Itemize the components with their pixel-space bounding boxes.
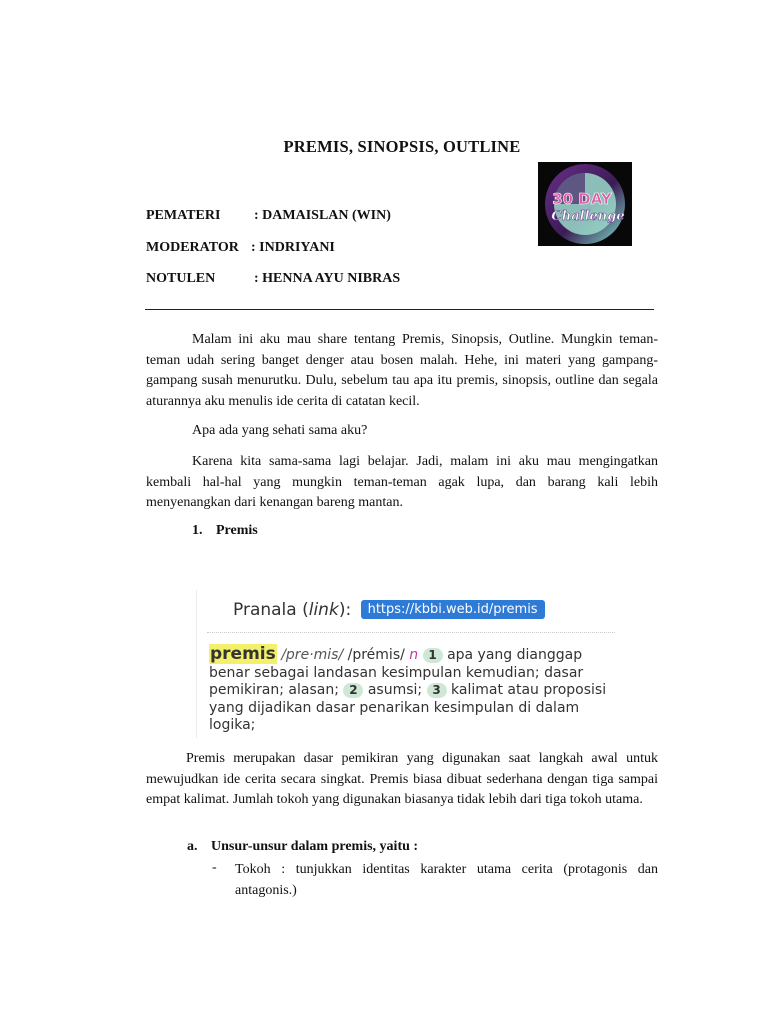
entry-word-class: n: [409, 647, 419, 663]
entry-pron-1: /pre·mis/: [281, 647, 344, 663]
entry-pron-2: /prémis/: [347, 647, 405, 663]
dotted-divider: [207, 632, 615, 633]
sense-number-2: 2: [343, 683, 363, 698]
sense-number-1: 1: [423, 648, 443, 663]
sense-number-3: 3: [427, 683, 447, 698]
pranala-italic: link: [308, 600, 339, 620]
moderator-label: MODERATOR: [146, 240, 239, 255]
challenge-logo-graphic: [538, 162, 632, 246]
logo-text-bottom: Challenge: [551, 209, 625, 224]
intro-paragraph-1: Malam ini aku mau share tentang Premis, Sinopsis, Outline. Mungkin teman-teman udah sering banget denger atau bosen malah. Hehe, ini materi yang gampang-gampang susah menurutku. Dulu, sebelum tau apa itu premis, sinopsis, outline dan segala aturannya aku menulis ide cerita di catatan kecil.: [146, 332, 658, 409]
section-title: Premis: [216, 523, 258, 538]
challenge-logo: [538, 162, 632, 246]
pranala-prefix: Pranala (: [233, 600, 309, 620]
section-number: 1.: [192, 523, 203, 538]
pemateri-label: PEMATERI: [146, 208, 221, 223]
header-divider: [145, 309, 654, 310]
sense-definition-1: apa yang dianggap benar sebagai landasan kesimpulan kemudian; dasar pemikiran; alasan;: [209, 647, 584, 698]
pranala-suffix: ):: [338, 600, 352, 620]
pemateri-value: : DAMAISLAN (WIN): [254, 208, 391, 223]
meta-notulen: [146, 271, 400, 287]
logo-text-top: 30 DAY: [552, 190, 612, 208]
subsection-letter: a.: [187, 839, 198, 854]
list-bullet: -: [212, 860, 217, 875]
meta-moderator: [146, 240, 335, 256]
kbbi-link[interactable]: https://kbbi.web.id/premis: [361, 600, 545, 619]
sense-definition-3: kalimat atau proposisi yang dijadikan dasar penarikan kesimpulan di dalam logika;: [209, 682, 607, 733]
notulen-value: : HENNA AYU NIBRAS: [254, 271, 401, 286]
premis-paragraph: Premis merupakan dasar pemikiran yang digunakan saat langkah awal untuk mewujudkan ide cerita secara singkat. Premis biasa dibuat sederhana dengan tiga sampai empat kalimat. Jumlah tokoh yang digunakan biasanya tidak lebih dari tiga tokoh utama.: [146, 751, 658, 807]
kbbi-entry: [209, 646, 609, 735]
pranala-line: [233, 600, 545, 620]
subsection-a-heading: [187, 839, 418, 855]
intro-paragraph-3: Karena kita sama-sama lagi belajar. Jadi, malam ini aku mau mengingatkan kembali hal-hal yang mungkin teman-teman agak lupa, dan barang kali lebih menyenangkan dari kenangan bareng mantan.: [146, 454, 658, 510]
moderator-value: : INDRIYANI: [251, 240, 335, 255]
intro-paragraph-2: Apa ada yang sehati sama aku?: [192, 423, 368, 438]
meta-pemateri: [146, 208, 391, 224]
sense-definition-2: asumsi;: [367, 682, 423, 698]
notulen-label: NOTULEN: [146, 271, 216, 286]
subsection-title: Unsur-unsur dalam premis, yaitu :: [211, 839, 419, 854]
list-item-tokoh: Tokoh : tunjukkan identitas karakter utama cerita (protagonis dan antagonis.): [235, 862, 658, 898]
section-premis-heading: [192, 523, 258, 539]
entry-word: premis: [210, 644, 276, 664]
page-title: PREMIS, SINOPSIS, OUTLINE: [283, 137, 521, 156]
kbbi-screenshot: [196, 590, 617, 738]
